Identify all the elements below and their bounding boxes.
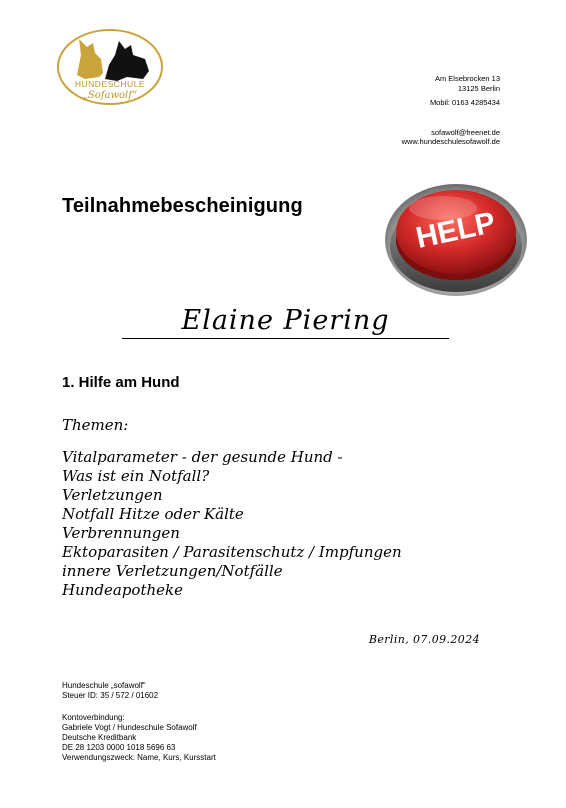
footer-purpose: Verwendungszweck: Name, Kurs, Kursstart [62, 753, 216, 762]
footer-account-holder: Gabriele Vogt / Hundeschule Sofawolf [62, 723, 197, 732]
topics-list [62, 448, 402, 600]
footer-company: Hundeschule „sofawolf“ [62, 681, 146, 690]
logo-line2: „Sofawolf“ [82, 90, 138, 101]
participant-name: Elaine Piering [181, 305, 390, 336]
address-city: 13125 Berlin [457, 84, 500, 93]
list-item: Was ist ein Notfall? [62, 467, 210, 485]
footer-iban: DE 28 1203 0000 1018 5696 63 [62, 743, 176, 752]
list-item: Vitalparameter - der gesunde Hund - [62, 448, 343, 466]
list-item: Hundeapotheke [62, 581, 183, 599]
address-website[interactable]: www.hundeschulesofawolf.de [401, 137, 500, 146]
help-label: HELP [413, 206, 499, 255]
hundeschule-logo [55, 25, 165, 105]
address-mobile: Mobil: 0163 4285434 [429, 98, 500, 107]
list-item: Verletzungen [62, 486, 163, 504]
footer-tax-id: Steuer ID: 35 / 572 / 01602 [62, 691, 159, 700]
document-title: Teilnahmebescheinigung [62, 195, 303, 217]
list-item: Ektoparasiten / Parasitenschutz / Impfungen [62, 543, 402, 561]
name-underline [122, 338, 449, 339]
footer-bank-name: Deutsche Kreditbank [62, 733, 137, 742]
date-line: Berlin, 07.09.2024 [368, 633, 480, 646]
address-street: Am Elsebrocken 13 [434, 74, 500, 83]
footer-bank-heading: Kontoverbindung: [62, 713, 125, 722]
dog-silhouette-icon [105, 41, 149, 81]
course-title: 1. Hilfe am Hund [62, 374, 180, 391]
logo-line1: HUNDESCHULE [74, 79, 146, 89]
list-item: Verbrennungen [62, 524, 180, 542]
help-button-icon [383, 168, 529, 298]
list-item: innere Verletzungen/Notfälle [62, 562, 283, 580]
list-item: Notfall Hitze oder Kälte [62, 505, 244, 523]
wolf-silhouette-icon [77, 39, 103, 79]
address-email[interactable]: sofawolf@freenet.de [431, 128, 500, 137]
topics-heading: Themen: [62, 416, 129, 434]
